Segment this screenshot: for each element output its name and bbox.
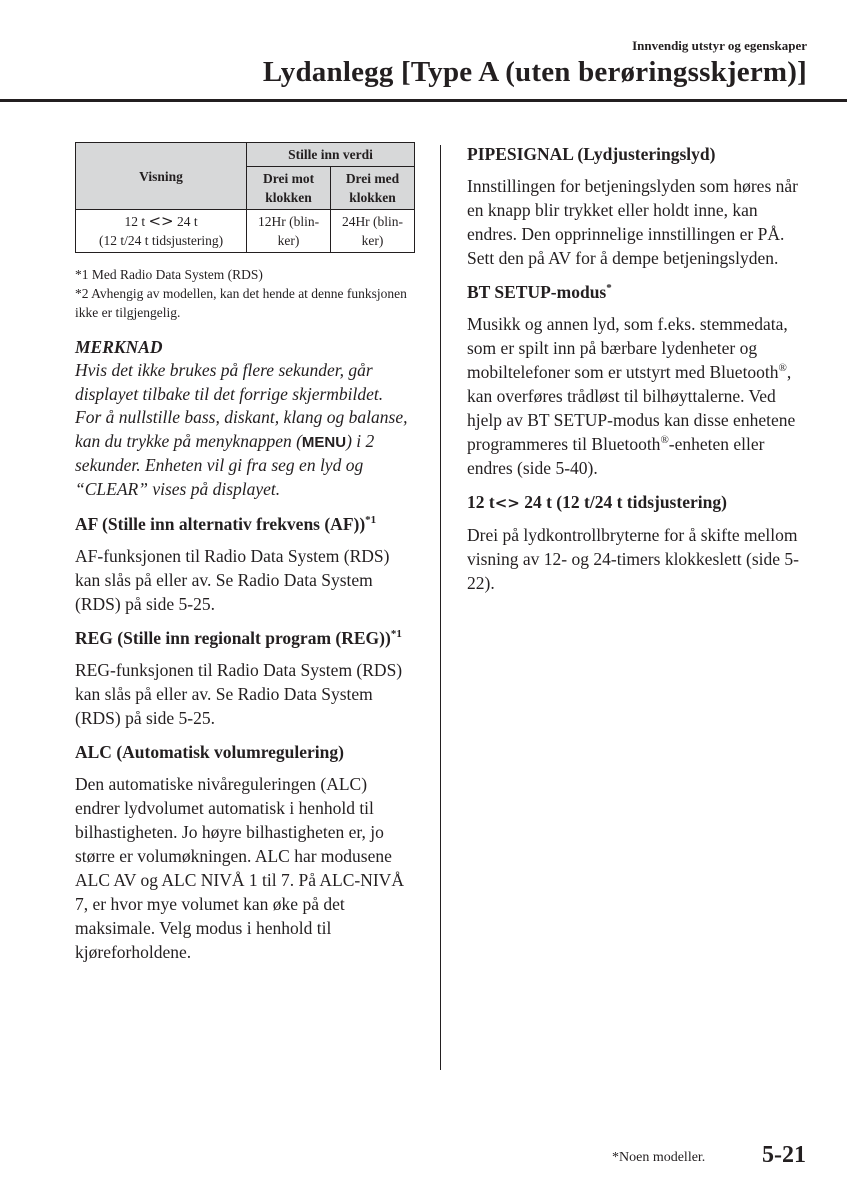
table-subheader-before: Drei mot klokken [247,167,331,210]
page-number: 5-21 [762,1142,806,1168]
paragraph-alc: Den automatiske nivåreguleringen (ALC) endrer lydvolumet automatisk i henhold til bilhastigheten. Jo høyre bilhastigheten er, jo større er volumøkningen. ALC har modusene ALC AV og ALC NIVÅ 1 til 7. På ALC-NIVÅ 7, er hvor mye volumet kan øke på det maksimale. Velg modus i henhold til kjøreforholdene. [75,773,404,962]
header-rule [0,99,847,102]
heading-reg: REG (Stille inn regionalt program (REG))$^{*1}$ [75,627,402,648]
heading-pipesignal: PIPESIGNAL (Lydjusteringslyd) [467,144,716,164]
right-column [467,142,805,603]
table-cell-before: 12Hr (blin-ker) [247,210,331,253]
bt-asterisk: * [606,282,612,295]
af-footnote-mark: *1 [365,513,377,526]
paragraph-af: AF-funksjonen til Radio Data System (RDS) kan slås på eller av. Se Radio Data System (RDS) på side 5-25. [75,545,390,614]
footnote-2: *2 Avhengig av modellen, kan det hende at denne funksjonen ikke er tilgjengelig. [75,286,407,320]
heading-alc: ALC (Automatisk volumregulering) [75,741,344,762]
table-cell-display: 12 t <> 24 t (12 t/24 t tidsjustering) [76,210,247,253]
table-header-visning: Visning [76,143,247,210]
table-subheader-after: Drei med klokken [331,167,415,210]
note-title: MERKNAD [75,337,163,357]
heading-af: AF (Stille inn alternativ frekvens (AF))$^{*1}$ [75,513,377,534]
reg-footnote-mark: *1 [390,627,402,640]
paragraph-pipesignal: Innstillingen for betjeningslyden som høres når en knapp blir trykket eller holdt inne, kan endres. Den opprinnelige innstillingen er PÅ. Sett den på AV for å dempe betjeningslyden. [467,176,798,268]
table-cell-after: 24Hr (blin-ker) [331,210,415,253]
paragraph-bt-setup: Musikk og annen lyd, som f.eks. stemmedata, som er spilt inn på bærbare lydenheter og mobiltelefoner som er utstyrt med Bluetooth®, kan overføres trådløst til bilhøyttalerne. Ved hjelp av BT SETUP-modus kan disse enhetene programmeres til Bluetooth®-enheten eller endres (side 5-40). [467,314,796,478]
left-column [75,142,413,972]
table-header-stille: Stille inn verdi [247,143,415,167]
registered-mark: ® [778,362,787,375]
footnote-1: *1 Med Radio Data System (RDS) [75,267,263,282]
section-label: Innvendig utstyr og egenskaper [632,38,807,53]
paragraph-reg: REG-funksjonen til Radio Data System (RDS) kan slås på eller av. Se Radio Data System (RDS) på side 5-25. [75,659,403,728]
left-right-arrow-icon: <> [494,494,520,512]
paragraph-clock: Drei på lydkontrollbryterne for å skifte mellom visning av 12- og 24-timers klokkeslett (side 5-22). [467,525,799,593]
column-divider [440,145,441,1070]
heading-bt-setup: BT SETUP-modus* [467,282,612,302]
settings-table [75,142,415,253]
note-body: Hvis det ikke brukes på flere sekunder, går displayet tilbake til det forrige skjermbildet. For å nullstille bass, diskant, klang og balanse, kan du trykke på menyknappen (MENU) i 2 sekunder. Enheten vil gi fra seg en lyd og “CLEAR” vises på displayet. [75,360,408,499]
heading-clock: 12 t<> 24 t (12 t/24 t tidsjustering) [467,492,727,512]
registered-mark: ® [660,434,669,447]
footer-note: *Noen modeller. [612,1150,706,1165]
left-right-arrow-icon: <> [148,212,174,230]
page-title: Lydanlegg [Type A (uten berøringsskjerm)] [262,56,807,88]
menu-key-label: MENU [301,433,347,451]
